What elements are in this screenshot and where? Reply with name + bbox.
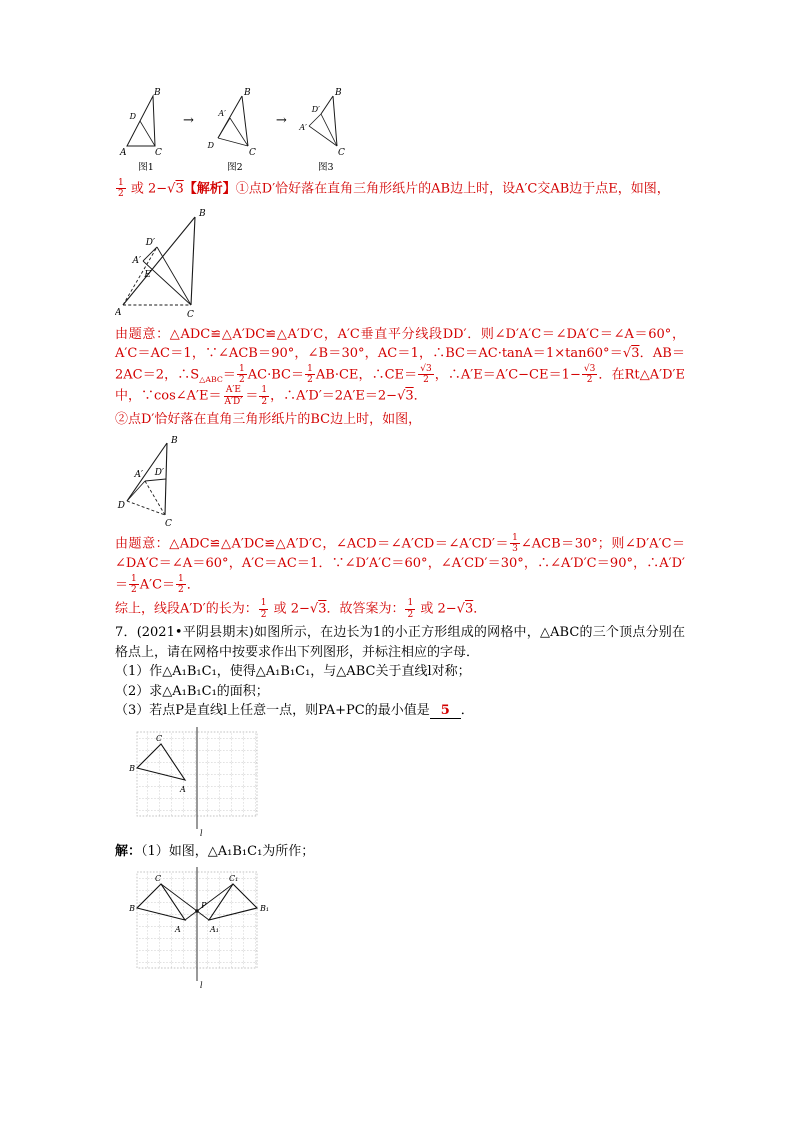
vertex-label-A1: A′ — [132, 255, 141, 266]
vertex-label-B: B — [129, 904, 135, 914]
vertex-label-A1: A₁ — [210, 925, 219, 935]
vertex-label-A: A — [115, 307, 122, 318]
vertex-label-B: B — [243, 88, 251, 98]
grid-figure-solution — [123, 866, 283, 990]
analysis-intro-line: $\frac{1}{2}$ 或 2−√3【解析】①点D′恰好落在直角三角形纸片的AB边上时，设A′C交AB边于点E，如图， — [118, 178, 670, 200]
vertex-label-D1: D′ — [154, 467, 164, 478]
figure-3-folded-twice — [295, 86, 357, 158]
point-label-P: P — [201, 901, 207, 911]
vertex-label-C1: C₁ — [229, 874, 239, 884]
vertex-label-A: A — [120, 148, 127, 158]
vertex-label-E: E — [144, 269, 151, 280]
vertex-label-C: C — [156, 733, 163, 743]
arrow-right-icon: → — [183, 113, 194, 128]
solution-statement-line: 解：（1）如图，△A₁B₁C₁为所作； — [115, 843, 315, 859]
edge-DA1 — [218, 118, 230, 138]
vertex-label-B: B — [129, 763, 135, 773]
edge-A1D1 — [309, 114, 321, 126]
vertex-label-B1: B₁ — [260, 904, 270, 914]
figure-2-cell — [202, 86, 268, 173]
figure-3-caption: 图3 — [318, 162, 334, 173]
figure-1-triangle — [117, 86, 175, 158]
edge-BC — [191, 217, 195, 305]
vertex-label-A1: A′ — [218, 109, 226, 118]
case2-fold-figure — [115, 433, 197, 529]
vertex-label-D: D — [207, 141, 214, 150]
vertex-label-C: C — [187, 309, 194, 320]
dashed-A1C — [145, 481, 165, 515]
derivation-paragraph-case2: 由题意：△ADC≌△A′DC≌△A′D′C，∠ACD＝∠A′CD＝∠A′CD′＝ $\frac{1}{3}$ ∠ACB＝30°；则∠D′A′C＝∠DA′C＝∠A＝60°，A′C＝AC＝1．∵∠D′A′C＝60°，∠A′CD′＝30°，∴∠A′D′C＝90°，∴A′D′＝ $\frac{1}{2}$ A′C＝ $\frac{1}{2}$ ． — [115, 532, 685, 596]
vertex-label-D: D — [129, 112, 136, 121]
fold-steps-figure-strip — [117, 86, 685, 173]
segment-DA1 — [127, 481, 145, 501]
figure-1-caption: 图1 — [138, 162, 154, 173]
figure-1-cell — [117, 86, 175, 173]
vertex-label-D1: D′ — [145, 237, 155, 248]
dashed-DC — [127, 501, 165, 515]
line-label-l: l — [200, 981, 203, 991]
vertex-label-B: B — [199, 208, 206, 219]
case1-fold-figure — [115, 203, 227, 321]
vertex-label-D: D — [117, 500, 125, 511]
vertex-label-C: C — [248, 148, 256, 158]
arrow-right-icon: → — [275, 113, 287, 128]
vertex-label-D1: D′ — [311, 105, 320, 114]
vertex-label-B: B — [154, 88, 161, 98]
question-7-part1: （1）作△A₁B₁C₁，使得△A₁B₁C₁，与△ABC关于直线l对称； — [115, 664, 471, 680]
segment-CA1 — [143, 261, 191, 305]
vertex-label-C: C — [155, 874, 162, 884]
figure-2-caption: 图2 — [227, 162, 243, 173]
case2-intro-line: ②点D′恰好落在直角三角形纸片的BC边上时，如图， — [115, 412, 422, 428]
grid-figure-problem — [123, 726, 273, 838]
vertex-label-A1: A′ — [134, 469, 143, 480]
summary-answer-line: 综上，线段A′D′的长为： $\frac{1}{2}$ 或 2−√3．故答案为： $\frac{1}{2}$ 或 2−√3． — [115, 598, 487, 620]
vertex-label-C: C — [337, 148, 345, 158]
vertex-label-B: B — [171, 435, 178, 446]
figure-2-folded-once — [202, 86, 268, 158]
vertex-label-C: C — [165, 518, 172, 529]
question-7-part2: （2）求△A₁B₁C₁的面积； — [115, 683, 269, 699]
line-label-l: l — [200, 828, 203, 838]
edge-CA1 — [309, 126, 337, 146]
derivation-paragraph-case1: 由题意：△ADC≌△A′DC≌△A′D′C，A′C垂直平分线段DD′．则∠D′A′C＝∠DA′C＝∠A＝60°，A′C＝AC＝1，∵∠ACB＝90°，∠B＝30°，AC＝1，∴BC＝AC·tanA＝1×tan60°＝√3．AB＝2AC＝2，$\therefore S_{\triangle ABC}=$ $\frac{1}{2}$ AC·BC＝ $\frac{1}{2}$ AB·CE，∴CE＝ $\frac{√3}{2}$ ，∴A′E＝A′C−CE＝1− $\frac{√3}{2}$ ．在Rt△A′D′E中，∵cos∠A′E＝ $\frac{A'E}{A'D'}$ ＝ $\frac{1}{2}$ ，∴A′D′＝2A′E＝2−√3． — [115, 326, 685, 407]
vertex-label-B: B — [334, 88, 342, 98]
vertex-label-C: C — [155, 148, 162, 158]
point-P-dot — [195, 909, 199, 913]
vertex-label-A1: A′ — [299, 123, 307, 132]
segment-CD1 — [157, 247, 191, 305]
edge-BD1 — [321, 96, 333, 114]
segment-A1D1 — [145, 479, 166, 481]
question-7-part3: （3）若点P是直线l上任意一点，则PA+PC的最小值是 5 ． — [115, 703, 474, 719]
figure-3-cell — [295, 86, 357, 173]
question-7-stem: 7．(2021•平阴县期末)如图所示，在边长为1的小正方形组成的网格中，△ABC的三个顶点分别在格点上，请在网格中按要求作出下列图形，并标注相应的字母． — [115, 625, 685, 660]
vertex-label-A: A — [175, 925, 181, 935]
document-content — [115, 86, 685, 994]
vertex-label-A: A — [180, 784, 186, 794]
fold-crease-CD — [140, 121, 155, 146]
